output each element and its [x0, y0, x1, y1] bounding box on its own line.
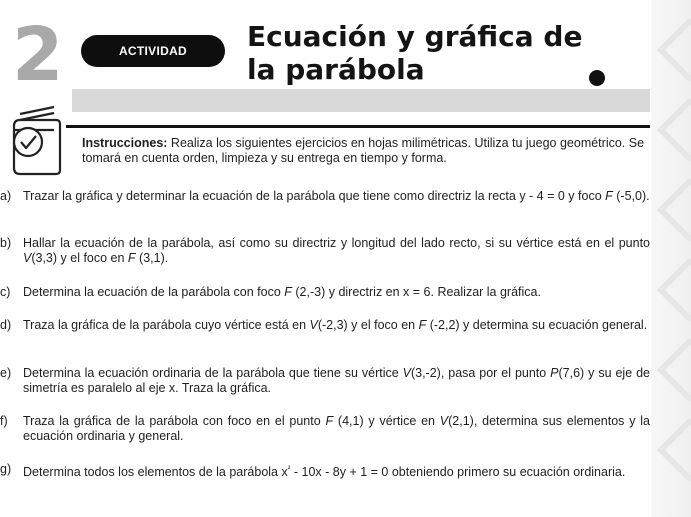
activity-badge	[81, 35, 225, 67]
exercise-letter: f)	[0, 414, 8, 428]
header-gray-band	[72, 89, 650, 112]
exercise-text: Traza la gráfica de la parábola cuyo vértice está en V(-2,3) y el foco en F (-2,2) y determina su ecuación general.	[23, 318, 648, 332]
exercise-text: Traza la gráfica de la parábola con foco en el punto F (4,1) y vértice en V(2,1), determina sus elementos y la ecuación ordinaria y general.	[23, 414, 650, 443]
arrow-pattern-decoration	[651, 0, 691, 517]
activity-badge-label: ACTIVIDAD	[118, 44, 188, 58]
exercise-letter: e)	[0, 366, 12, 380]
exercise-item	[0, 414, 650, 443]
book-check-icon	[6, 100, 64, 178]
exercise-letter: a)	[0, 189, 12, 203]
exercise-item	[0, 366, 650, 395]
exercise-letter: d)	[0, 318, 12, 332]
exercise-item	[0, 189, 650, 204]
exercise-item	[0, 285, 650, 300]
exercise-text: Determina la ecuación ordinaria de la parábola que tiene su vértice V(3,-2), pasa por el punto P(7,6) y su eje de simetría es paralelo al eje x. Traza la gráfica.	[23, 366, 650, 395]
page-title: Ecuación y gráfica de la parábola	[247, 20, 583, 86]
activity-number: 2	[12, 12, 64, 98]
exercise-text: Determina la ecuación de la parábola con foco F (2,-3) y directriz en x = 6. Realizar la gráfica.	[23, 285, 541, 299]
instructions-label: Instrucciones:	[82, 136, 168, 150]
exercise-text: Trazar la gráfica y determinar la ecuación de la parábola que tiene como directriz la recta y - 4 = 0 y foco F (-5,0).	[23, 189, 650, 203]
exercise-item	[0, 318, 650, 333]
exercise-item	[0, 236, 650, 265]
instructions-text: Realiza los siguientes ejercicios en hojas milimétricas. Utiliza tu juego geométrico. Se tomará en cuenta orden, limpieza y su entrega en tiempo y forma.	[82, 136, 645, 165]
exercise-text: Hallar la ecuación de la parábola, así como su directriz y longitud del lado recto, si su vértice está en el punto V(3,3) y el foco en F (3,1).	[23, 236, 650, 265]
instructions	[82, 136, 652, 166]
exercise-text: Determina todos los elementos de la parábola $x^{^2} - 10x - 8y + 1 = 0$ obteniendo primero su ecuación ordinaria.	[23, 464, 626, 480]
exercise-item	[0, 462, 650, 480]
right-decorative-band	[651, 0, 691, 517]
header-rule	[66, 125, 650, 128]
exercise-letter: g)	[0, 462, 12, 476]
exercise-letter: b)	[0, 236, 12, 250]
exercise-letter: c)	[0, 285, 11, 299]
